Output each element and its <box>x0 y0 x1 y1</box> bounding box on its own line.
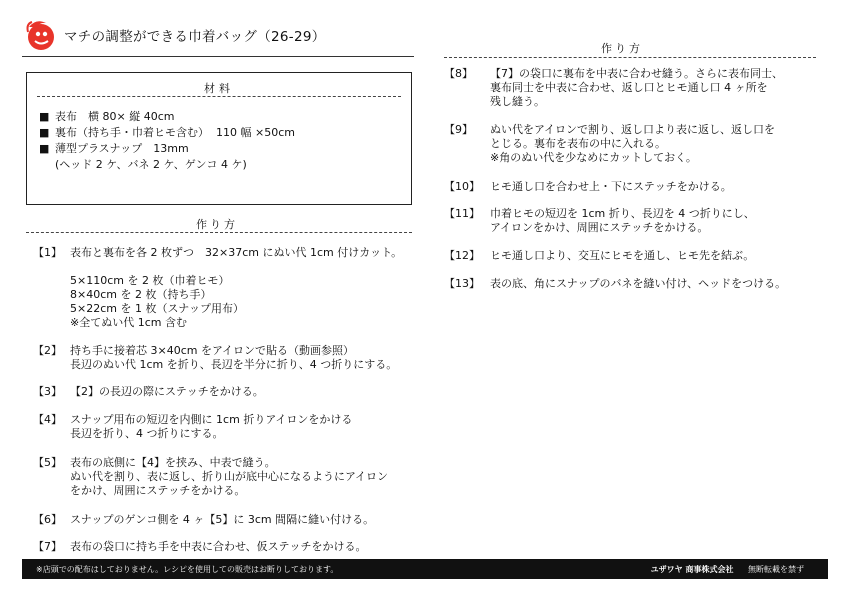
step-number: 【9】 <box>444 123 473 136</box>
footer-copyright: 無断転載を禁ず <box>748 565 804 574</box>
footer-right <box>651 564 804 575</box>
step-text-line: アイロンをかけ、周囲にステッチをかける。 <box>490 221 709 234</box>
step-text-line: をかけ、周囲にステッチをかける。 <box>70 484 246 497</box>
step-text-line: 巾着ヒモの短辺を 1cm 折り、長辺を 4 つ折りにし、 <box>490 207 755 220</box>
materials-item-text: 薄型プラスナップ 13mm <box>55 142 189 155</box>
materials-divider <box>37 96 401 97</box>
materials-item <box>39 109 295 125</box>
step-text-line: ぬい代を割り、表に返し、折り山が底中心になるようにアイロン <box>70 470 389 483</box>
bullet-square-icon: ■ <box>39 142 50 155</box>
step-text-line: 表布の底側に【4】を挟み、中表で縫う。 <box>70 456 276 469</box>
yuzawaya-logo-icon <box>22 16 58 52</box>
step-text-line: 長辺のぬい代 1cm を折り、長辺を半分に折り、4 つ折りにする。 <box>70 358 398 371</box>
step-number: 【11】 <box>444 207 480 220</box>
step-number: 【7】 <box>33 540 62 553</box>
step-text-line: 残し縫う。 <box>490 95 545 108</box>
footer-notice: ※店頭での配布はしておりません。レシピを使用しての販売はお断りしております。 <box>36 565 339 574</box>
step-number: 【10】 <box>444 180 480 193</box>
bullet-square-icon <box>39 157 55 173</box>
materials-item <box>39 157 295 173</box>
step-text-line: 表布と裏布を各 2 枚ずつ 32×37cm にぬい代 1cm 付けカット。 <box>70 246 403 259</box>
right-section-heading: 作り方 <box>601 42 643 55</box>
step-text-line: 表布の袋口に持ち手を中表に合わせ、仮ステッチをかける。 <box>70 540 367 553</box>
step-text-line: 5×22cm を 1 枚（スナップ用布） <box>70 302 245 315</box>
step-text-line: ※角のぬい代を少なめにカットしておく。 <box>490 151 697 164</box>
left-section-heading: 作り方 <box>196 218 238 231</box>
materials-list <box>39 109 295 173</box>
materials-box <box>26 72 412 205</box>
step-number: 【13】 <box>444 277 480 290</box>
materials-item-text: 表布 横 80× 縦 40cm <box>55 110 175 123</box>
footer-brand: ユザワヤ 商事株式会社 <box>650 565 734 574</box>
step-number: 【5】 <box>33 456 62 469</box>
step-text-line: 【2】の長辺の際にステッチをかける。 <box>70 385 264 398</box>
step-number: 【12】 <box>444 249 480 262</box>
step-text-line: 裏布同士を中表に合わせ、返し口とヒモ通し口 4 ヶ所を <box>490 81 768 94</box>
step-number: 【2】 <box>33 344 62 357</box>
step-text-line: 8×40cm を 2 枚（持ち手） <box>70 288 212 301</box>
step-number: 【1】 <box>33 246 62 259</box>
footer-bar <box>22 559 828 579</box>
materials-item <box>39 125 295 141</box>
step-text-line: ヒモ通し口より、交互にヒモを通し、ヒモ先を結ぶ。 <box>490 249 755 262</box>
bullet-square-icon: ■ <box>39 110 50 123</box>
materials-item <box>39 141 295 157</box>
right-section-divider <box>444 57 816 58</box>
step-text-line: とじる。裏布を表布の中に入れる。 <box>490 137 666 150</box>
materials-heading: 材料 <box>204 82 234 95</box>
materials-item-text: 裏布（持ち手・巾着ヒモ含む） 110 幅 ×50cm <box>55 126 295 139</box>
step-number: 【6】 <box>33 513 62 526</box>
step-text-line: ※全てぬい代 1cm 含む <box>70 316 187 329</box>
step-text-line: スナップ用布の短辺を内側に 1cm 折りアイロンをかける <box>70 413 353 426</box>
left-section-divider <box>26 232 412 233</box>
step-number: 【4】 <box>33 413 62 426</box>
step-text-line: 5×110cm を 2 枚（巾着ヒモ） <box>70 274 230 287</box>
page-title: マチの調整ができる巾着バッグ（26-29） <box>64 29 326 45</box>
step-text-line: ヒモ通し口を合わせ上・下にステッチをかける。 <box>490 180 732 193</box>
step-text-line: 持ち手に接着芯 3×40cm をアイロンで貼る（動画参照） <box>70 344 354 357</box>
title-divider <box>22 56 414 57</box>
materials-item-text: (ヘッド 2 ケ、バネ 2 ケ、ゲンコ 4 ケ) <box>55 158 247 171</box>
step-text-line <box>70 260 402 274</box>
step-number: 【3】 <box>33 385 62 398</box>
step-number: 【8】 <box>444 67 473 80</box>
step-text-line: 【7】の袋口に裏布を中表に合わせ縫う。さらに表布同士、 <box>490 67 783 80</box>
step-text-line: ぬい代をアイロンで割り、返し口より表に返し、返し口を <box>490 123 776 136</box>
step-text-line: スナップのゲンコ側を 4 ヶ【5】に 3cm 間隔に縫い付ける。 <box>70 513 375 526</box>
bullet-square-icon: ■ <box>39 126 50 139</box>
step-text-line: 表の底、角にスナップのバネを縫い付け、ヘッドをつける。 <box>490 277 787 290</box>
step-text-line: 長辺を折り、4 つ折りにする。 <box>70 427 224 440</box>
